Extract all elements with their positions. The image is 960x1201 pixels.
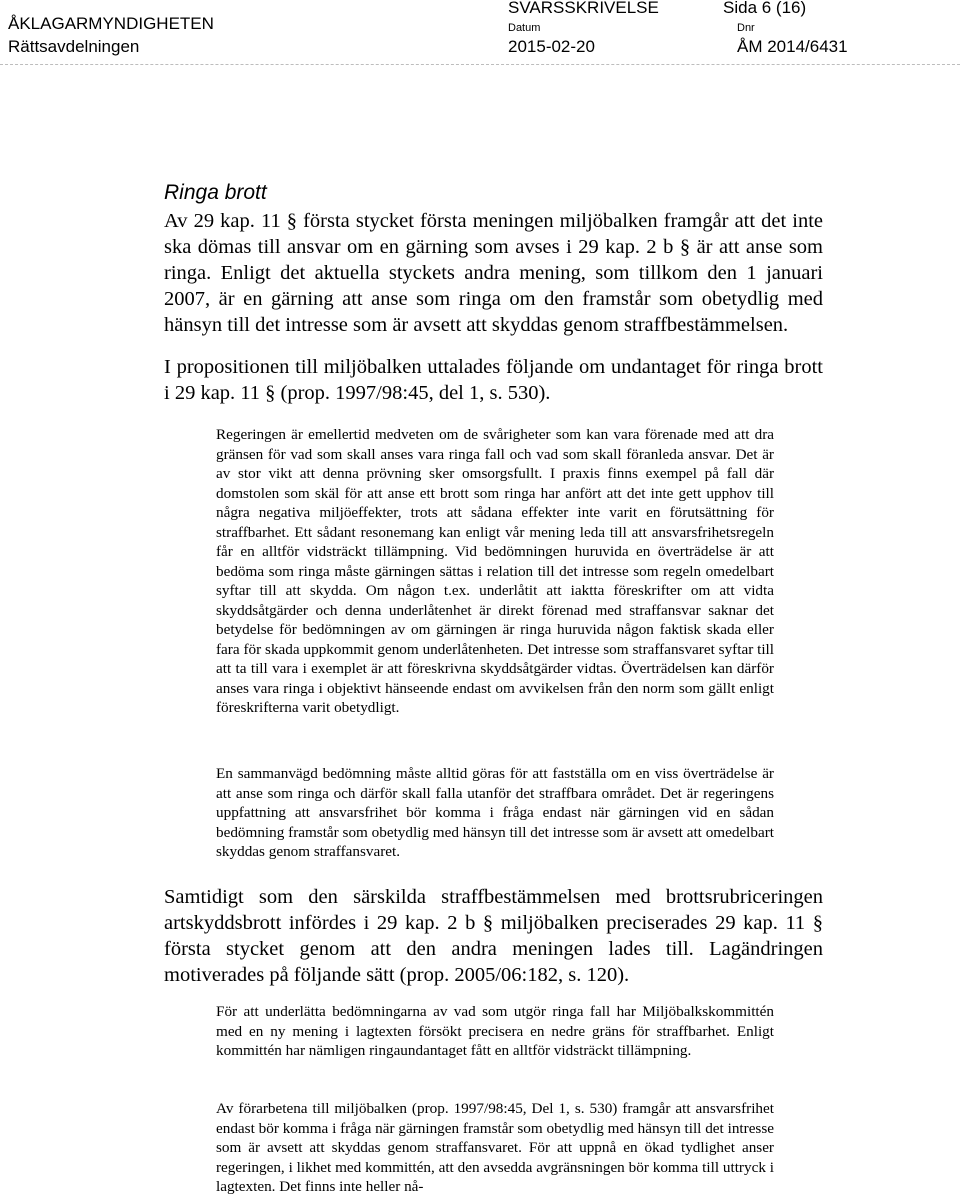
division-name: Rättsavdelningen — [8, 37, 140, 56]
body-paragraph-1: Av 29 kap. 11 § första stycket första meningen miljöbalken framgår att det inte ska dömas till ansvar om en gärning som avses i 29 kap. 2 b § är att anse som ringa. Enligt det aktuella styckets andra mening, som tillkom den 1 januari 2007, är en gärning att anse som ringa om den framstår som obetydlig med hänsyn till det intresse som är avsett att skyddas genom straffbestämmelsen. — [164, 210, 823, 336]
dnr-value: ÅM 2014/6431 — [737, 37, 848, 56]
body-paragraph-2: I propositionen till miljöbalken uttalades följande om undantaget för ringa brott i 29 kap. 11 § (prop. 1997/98:45, del 1, s. 530). — [164, 356, 823, 404]
dnr-label: Dnr — [737, 22, 755, 34]
quote-block-3: För att underlätta bedömningarna av vad som utgör ringa fall har Miljöbalkskommittén med en ny mening i lagtexten försökt precisera en nedre gräns för straffbarhet. Enligt kommittén har nämligen ringaundantaget fått en alltför vidsträckt tillämpning. — [216, 1003, 774, 1059]
agency-name: ÅKLAGARMYNDIGHETEN — [8, 14, 214, 33]
header-divider — [0, 64, 960, 65]
quote-block-1: Regeringen är emellertid medveten om de svårigheter som kan vara förenade med att dra gränsen för vad som skall anses vara ringa fall och vad som skall föranleda ansvar. Det är av stor vikt att denna prövning sker omsorgsfullt. I praxis finns exempel på fall där domstolen som skäl för att anse ett brott som ringa har anfört att det inte gett upphov till några negativa miljöeffekter, trots att sådana effekter inte varit en förutsättning för straffbarhet. Ett sådant resonemang kan enligt vår mening leda till att ansvarsfrihetsregeln får en alltför vidsträckt tillämpning. Vid bedömningen huruvida en överträdelse är att bedöma som ringa måste gärningen sättas i relation till det intresse som regeln omedelbart syftar till att skydda. Om någon t.ex. underlåtit att iaktta föreskrifter om att vidta skyddsåtgärder och denna underlåtenhet är direkt förenad med straffansvar saknar det betydelse för bedömningen av om gärningen är ringa huruvida någon faktisk skada eller fara för skada uppkommit genom underlåtenheten. Det intresse som straffansvaret syftar till att ta till vara i exemplet är att föreskrivna skyddsåtgärder vidtas. Överträdelsen kan därför anses vara ringa i objektivt hänseende endast om avvikelsen från den norm som gällt enligt föreskrifterna varit obetydligt. — [216, 426, 774, 716]
quote-block-2: En sammanvägd bedömning måste alltid göras för att fastställa om en viss överträdelse är att anse som ringa och därför skall falla utanför det straffbara området. Det är regeringens uppfattning att ansvarsfrihet bör komma i fråga endast när gärningen vid en sådan bedömning framstår som obetydlig med hänsyn till det intresse som är avsett att omedelbart skyddas genom straffansvaret. — [216, 765, 775, 860]
date-label: Datum — [508, 22, 541, 34]
section-heading: Ringa brott — [164, 181, 267, 204]
document-type: SVARSSKRIVELSE — [508, 0, 659, 17]
body-paragraph-3: Samtidigt som den särskilda straffbestämmelsen med brottsrubriceringen artskyddsbrott infördes i 29 kap. 2 b § miljöbalken preciserades 29 kap. 11 § första stycket genom att den andra meningen lades till. Lagändringen motiverades på följande sätt (prop. 2005/06:182, s. 120). — [164, 886, 823, 986]
quote-block-4: Av förarbetena till miljöbalken (prop. 1997/98:45, Del 1, s. 530) framgår att ansvarsfrihet endast bör komma i fråga när gärningen framstår som obetydlig med hänsyn till det intresse som är avsett att skyddas genom straffansvaret. För att uppnå en ökad tydlighet anser regeringen, i likhet med kommittén, att den avsedda avgränsningen bör komma till uttryck i lagtexten. Det finns inte heller nå- — [216, 1100, 774, 1195]
page-number: Sida 6 (16) — [723, 0, 807, 17]
date-value: 2015-02-20 — [508, 37, 595, 56]
